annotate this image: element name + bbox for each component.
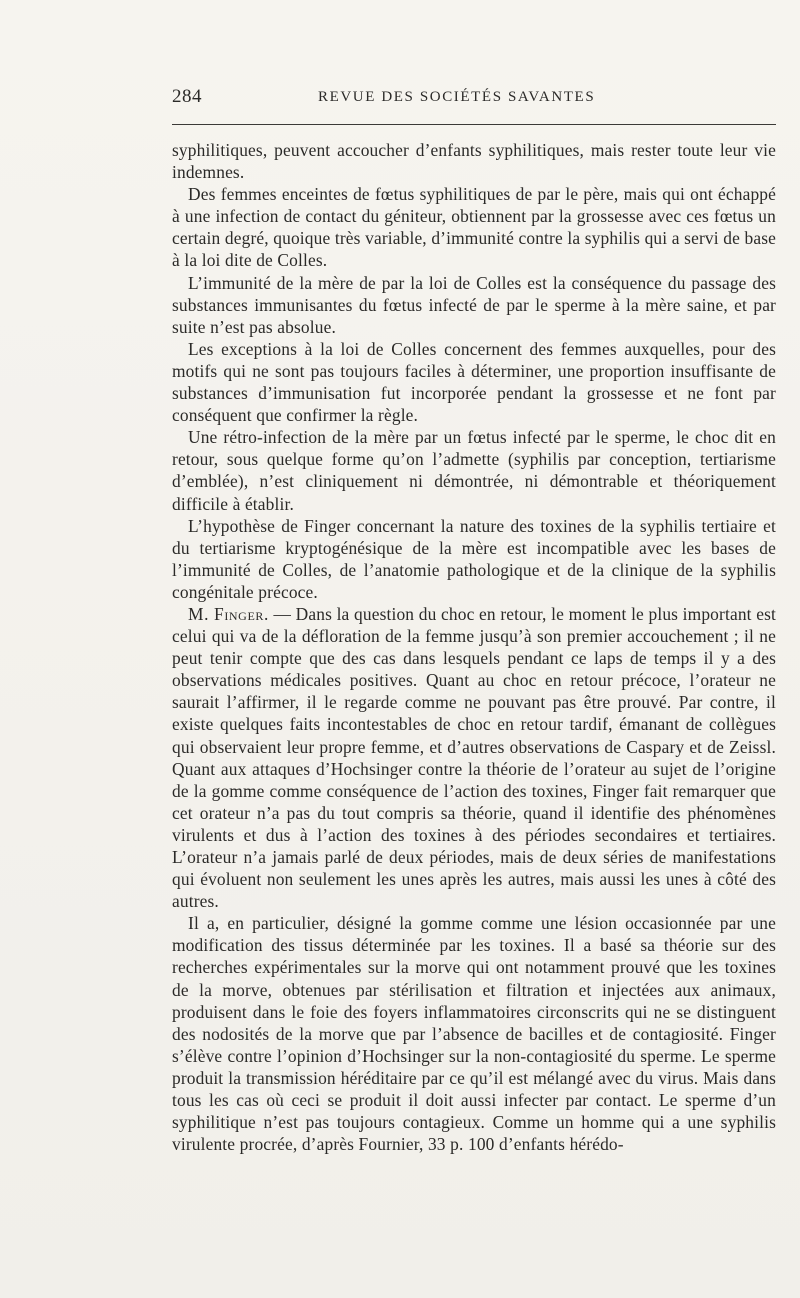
paragraph: L’immunité de la mère de par la loi de Colles est la conséquence du passage des substances immunisantes du fœtus infecté de par le sperme à la mère saine, et par suite n’est pas absolue. <box>172 272 776 337</box>
running-title: REVUE DES SOCIÉTÉS SAVANTES <box>318 89 596 105</box>
header-rule <box>172 124 776 125</box>
paragraph: Les exceptions à la loi de Colles concernent des femmes auxquelles, pour des motifs qui ne sont pas toujours faciles à déterminer, une proportion insuffisante de substances d’immunisation fut incorporée pendant la grossesse et ne font par conséquent que confirmer la règle. <box>172 338 776 426</box>
speaker-text: — Dans la question du choc en retour, le moment le plus important est celui qui va de la défloration de la femme jusqu’à son premier accouchement ; il ne peut tenir compte que des cas dans lesquels pendant ce laps de temps il y a des observations médicales positives. Quant au choc en retour précoce, l’orateur ne saurait l’affirmer, il le regarde comme ne pouvant pas être prouvé. Par contre, il existe quelques faits incontestables de choc en retour tardif, émanant de collègues qui observaient leur propre femme, et d’autres observations de Caspary et de Zeissl. Quant aux attaques d’Hochsinger contre la théorie de l’orateur au sujet de l’origine de la gomme comme conséquence de l’action des toxines, Finger fait remarquer que cet orateur n’a pas du tout compris sa théorie, quand il identifie des phénomènes virulents et dus à l’action des toxines à des périodes secondaires et tertiaires. L’orateur n’a jamais parlé de deux périodes, mais de deux séries de manifestations qui évoluent non seulement les unes après les autres, mais aussi les unes à côté des autres. <box>172 603 777 912</box>
speaker-name: M. Finger. <box>188 603 269 624</box>
page-header <box>172 86 782 112</box>
body-text <box>172 139 776 1155</box>
paragraph: L’hypothèse de Finger concernant la nature des toxines de la syphilis tertiaire et du tertiarisme kryptogénésique de la mère est incompatible avec les bases de l’immunité de Colles, de l’anatomie pathologique et de la clinique de la syphilis congénitale précoce. <box>172 515 776 602</box>
paragraph: Une rétro-infection de la mère par un fœtus infecté par le sperme, le choc dit en retour, sous quelque forme qu’on l’admette (syphilis par conception, tertiarisme d’emblée), n’est cliniquement ni démontrée, ni démontrable et théoriquement difficile à établir. <box>172 427 776 514</box>
paragraph: Des femmes enceintes de fœtus syphilitiques de par le père, mais qui ont échappé à une infection de contact du géniteur, obtiennent par la grossesse avec ces fœtus un certain degré, quoique très variable, d’immunité contre la syphilis qui a servi de base à la loi dite de Colles. <box>172 184 776 271</box>
paragraph: syphilitiques, peuvent accoucher d’enfants syphilitiques, mais rester toute leur vie indemnes. <box>172 140 776 183</box>
paragraph-speaker <box>172 603 776 912</box>
paragraph: Il a, en particulier, désigné la gomme comme une lésion occasionnée par une modification des tissus déterminée par les toxines. Il a basé sa théorie sur des recherches expérimentales sur la morve qui ont notamment prouvé que les toxines de la morve, obtenues par stérilisation et filtration et injectées aux animaux, produisent dans le foie des foyers inflammatoires circonscrits qui ne se distinguent des nodosités de la morve que par l’absence de bacilles et de contagiosité. Finger s’élève contre l’opinion d’Hochsinger sur la non-contagiosité du sperme. Le sperme produit la transmission héréditaire par ce qu’il est mélangé avec du virus. Mais dans tous les cas où ceci se produit il doit aussi infecter par contact. Le sperme d’un syphilitique n’est pas toujours contagieux. Comme un homme qui a une syphilis virulente procrée, d’après Fournier, 33 p. 100 d’enfants hérédo- <box>172 913 776 1155</box>
page-number: 284 <box>172 86 202 107</box>
